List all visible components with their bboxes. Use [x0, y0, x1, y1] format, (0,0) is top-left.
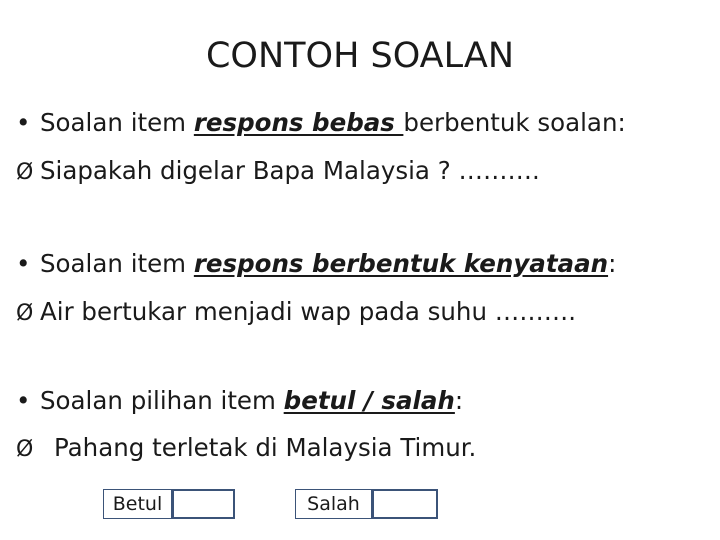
question-type-1 [16, 108, 626, 137]
question-type-suffix: : [608, 249, 617, 278]
example-text: Siapakah digelar Bapa Malaysia ? ………. [40, 156, 540, 185]
answer-option-salah [295, 489, 438, 517]
arrow-bullet-icon: Ø [16, 437, 34, 462]
slide-title: CONTOH SOALAN [205, 36, 515, 76]
question-type-3 [16, 386, 464, 415]
answer-label-salah: Salah [295, 489, 372, 519]
question-type-emphasis: respons bebas [193, 108, 404, 137]
answer-checkbox-salah[interactable] [372, 489, 438, 519]
example-text: Air bertukar menjadi wap pada suhu ………. [40, 297, 577, 326]
bullet-icon: • [16, 249, 31, 278]
question-type-prefix: Soalan pilihan item [40, 386, 284, 415]
answer-label-betul: Betul [103, 489, 172, 519]
answer-checkbox-betul[interactable] [172, 489, 235, 519]
question-type-2 [16, 249, 617, 278]
example-question-1 [16, 156, 540, 185]
example-question-2 [16, 297, 577, 326]
question-type-prefix: Soalan item [40, 249, 194, 278]
bullet-icon: • [16, 386, 31, 415]
question-type-suffix: : [454, 386, 464, 415]
example-question-3 [16, 433, 477, 462]
question-type-emphasis: betul / salah [283, 386, 455, 415]
question-type-emphasis: respons berbentuk kenyataan [193, 249, 609, 278]
question-type-prefix: Soalan item [40, 108, 194, 137]
example-text: Pahang terletak di Malaysia Timur. [54, 433, 477, 462]
bullet-icon: • [16, 108, 31, 137]
question-type-suffix: berbentuk soalan: [403, 108, 626, 137]
answer-option-betul [103, 489, 235, 517]
arrow-bullet-icon: Ø [16, 301, 34, 326]
arrow-bullet-icon: Ø [16, 160, 34, 185]
